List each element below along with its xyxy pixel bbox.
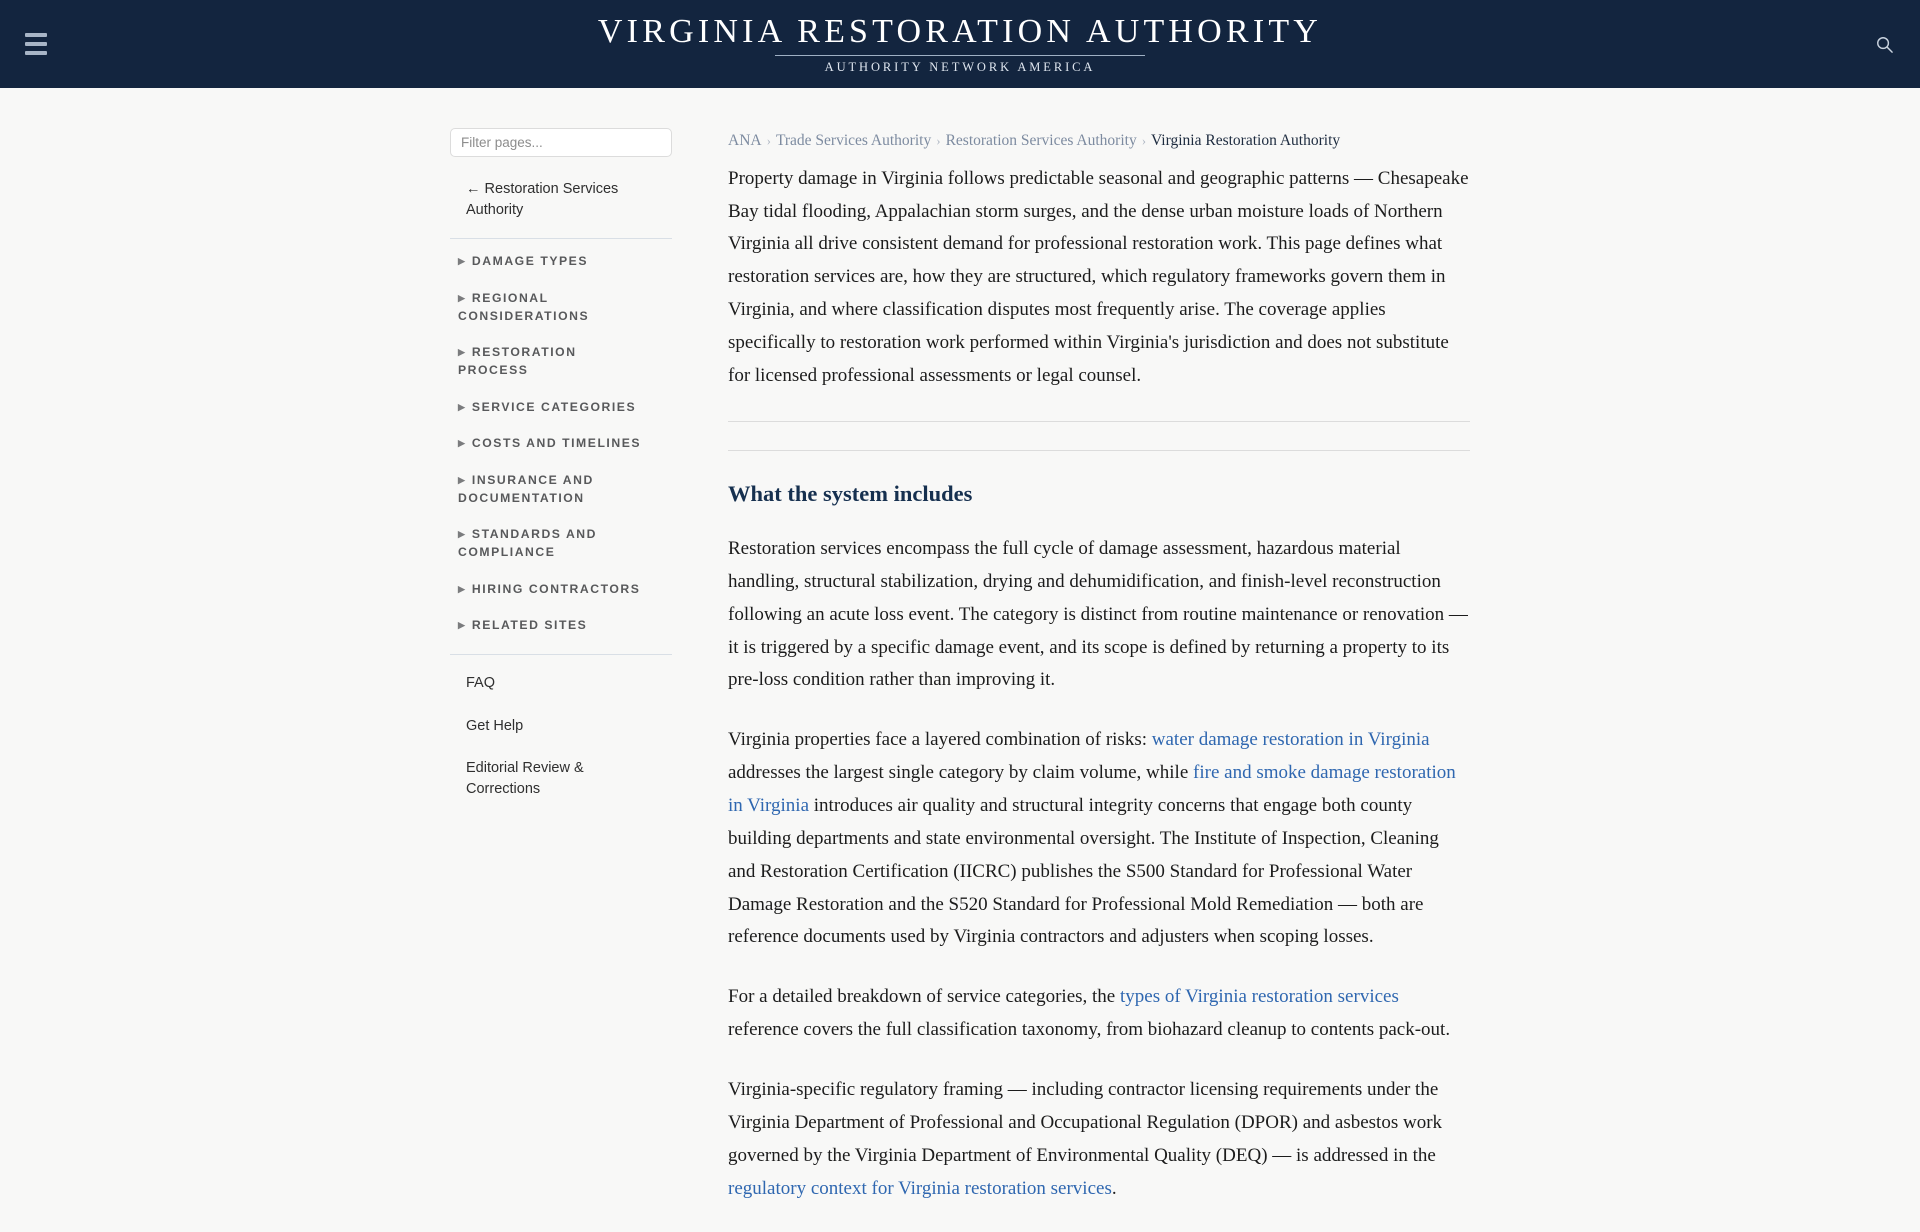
text-segment: addresses the largest single category by claim volume, while [728,762,1194,784]
intro-paragraph: Property damage in Virginia follows predictable seasonal and geographic patterns — Chesapeake Bay tidal flooding, Appalachian storm surges, and the dense urban moisture loads of Northern Virginia all drive consistent demand for professional restoration work. This page defines what restoration services are, how they are structured, which regulatory frameworks govern them in Virginia, and where classification disputes most frequently arise. The coverage applies specifically to restoration work performed within Virginia's jurisdiction and does not substitute for licensed professional assessments or legal counsel. [728,167,1469,386]
sidebar-section-label: INSURANCE AND DOCUMENTATION [458,472,594,505]
chevron-right-icon: ▶ [458,438,465,449]
sidebar-section-label: RELATED SITES [471,618,588,633]
text-segment: introduces air quality and structural integrity concerns that engage both county building departments and state environmental oversight. The Institute of Inspection, Cleaning and Restoration Certification (IICRC) publishes the S500 Standard for Professional Water Damage Restoration and the S520 Standard for Professional Mold Remediation — both are reference documents used by Virginia contractors and adjusters when scoping losses. [728,794,1439,948]
chevron-right-icon: ▶ [458,529,465,540]
brand [597,12,1323,74]
sidebar-section-label: RESTORATION PROCESS [458,345,577,377]
page-wrapper [0,88,1920,1232]
hamburger-bar [25,51,47,55]
link-types-of-restoration-services[interactable]: types of Virginia restoration services [1119,986,1399,1008]
sidebar-section-related-sites[interactable] [450,617,650,635]
hamburger-menu-icon[interactable] [16,24,56,64]
sidebar-section-label: REGIONAL CONSIDERATIONS [458,290,590,323]
paragraph-1: Restoration services encompass the full cycle of damage assessment, hazardous material handling, structural stabilization, drying and dehumidification, and finish-level reconstruction following an acute loss event. The category is distinct from routine maintenance or renovation — it is triggered by a specific damage event, and its scope is defined by returning a property to its pre-loss condition rather than improving it. [728,537,1468,691]
breadcrumb-separator: › [766,133,771,148]
chevron-right-icon: ▶ [458,583,465,594]
breadcrumb-item-restoration-services[interactable]: Restoration Services Authority [945,132,1137,149]
chevron-right-icon: ▶ [458,620,465,631]
sidebar-divider [450,238,672,239]
breadcrumb-item-trade-services[interactable]: Trade Services Authority [775,132,932,149]
sidebar-footer-links [450,673,672,799]
sidebar-section-label: SERVICE CATEGORIES [471,399,637,414]
link-regulatory-context[interactable]: regulatory context for Virginia restoration services [728,1177,1112,1199]
content-divider-top [728,421,1470,422]
breadcrumb-separator: › [1141,133,1147,148]
sidebar-section-label: STANDARDS AND COMPLIANCE [458,527,598,560]
site-subtitle: AUTHORITY NETWORK AMERICA [824,59,1096,74]
sidebar-section-service-categories[interactable] [450,399,650,417]
text-segment: . [1111,1177,1117,1199]
link-fire-smoke-damage-restoration[interactable]: fire and smoke damage restoration in Virginia [728,762,1456,816]
sidebar-link-editorial-review[interactable]: Editorial Review & Corrections [466,760,584,797]
search-glyph [1875,35,1894,54]
breadcrumb [728,130,1470,152]
sidebar-section-insurance-and-documentation[interactable] [450,472,650,507]
chevron-right-icon: ▶ [458,401,465,412]
site-header [0,0,1920,88]
sidebar-section-label: COSTS AND TIMELINES [471,436,642,451]
sidebar [450,112,672,821]
page-section-heading: What the system includes [728,480,973,506]
filter-pages-input[interactable] [450,128,672,157]
hamburger-bar [25,33,47,37]
sidebar-footer-divider [450,654,672,655]
breadcrumb-item-ana[interactable]: ANA [728,132,762,149]
link-water-damage-restoration[interactable]: water damage restoration in Virginia [1151,729,1430,751]
content-divider-bottom [728,450,1470,451]
text-segment: Virginia-specific regulatory framing — including contractor licensing requirements under the Virginia Department of Professional and Occupational Regulation (DPOR) and asbestos work governed by the Virginia Department of Environmental Quality (DEQ) — is addressed in the [728,1078,1443,1166]
sidebar-nav [450,253,672,635]
sidebar-section-regional-considerations[interactable] [450,290,650,325]
search-icon[interactable] [1866,26,1902,62]
chevron-right-icon: ▶ [458,474,465,485]
sidebar-section-hiring-contractors[interactable] [450,581,650,599]
chevron-right-icon: ▶ [458,347,465,358]
sidebar-section-label: DAMAGE TYPES [471,254,589,269]
paragraph-2 [728,724,1470,954]
sidebar-section-restoration-process[interactable] [450,344,650,379]
sidebar-section-costs-and-timelines[interactable] [450,435,650,453]
chevron-right-icon: ▶ [458,256,465,267]
back-to-parent-link[interactable]: ← Restoration Services Authority [466,181,619,218]
site-title: VIRGINIA RESTORATION AUTHORITY [597,12,1323,50]
sidebar-section-damage-types[interactable] [450,253,650,271]
chevron-right-icon: ▶ [458,292,465,303]
paragraph-3 [728,981,1470,1047]
sidebar-link-get-help[interactable]: Get Help [466,717,524,734]
sidebar-section-standards-and-compliance[interactable] [450,526,650,561]
text-segment: Virginia properties face a layered combination of risks: [728,729,1152,751]
breadcrumb-separator: › [936,133,941,148]
brand-divider [775,55,1145,56]
paragraph-4 [728,1074,1470,1205]
sidebar-section-label: HIRING CONTRACTORS [471,581,641,596]
main-content [728,112,1470,1232]
breadcrumb-current: Virginia Restoration Authority [1151,132,1341,149]
text-segment: For a detailed breakdown of service categories, the [728,986,1120,1008]
text-segment: reference covers the full classification taxonomy, from biohazard cleanup to contents pack-out. [728,1019,1451,1041]
hamburger-bar [25,42,47,46]
sidebar-link-faq[interactable]: FAQ [466,675,496,692]
